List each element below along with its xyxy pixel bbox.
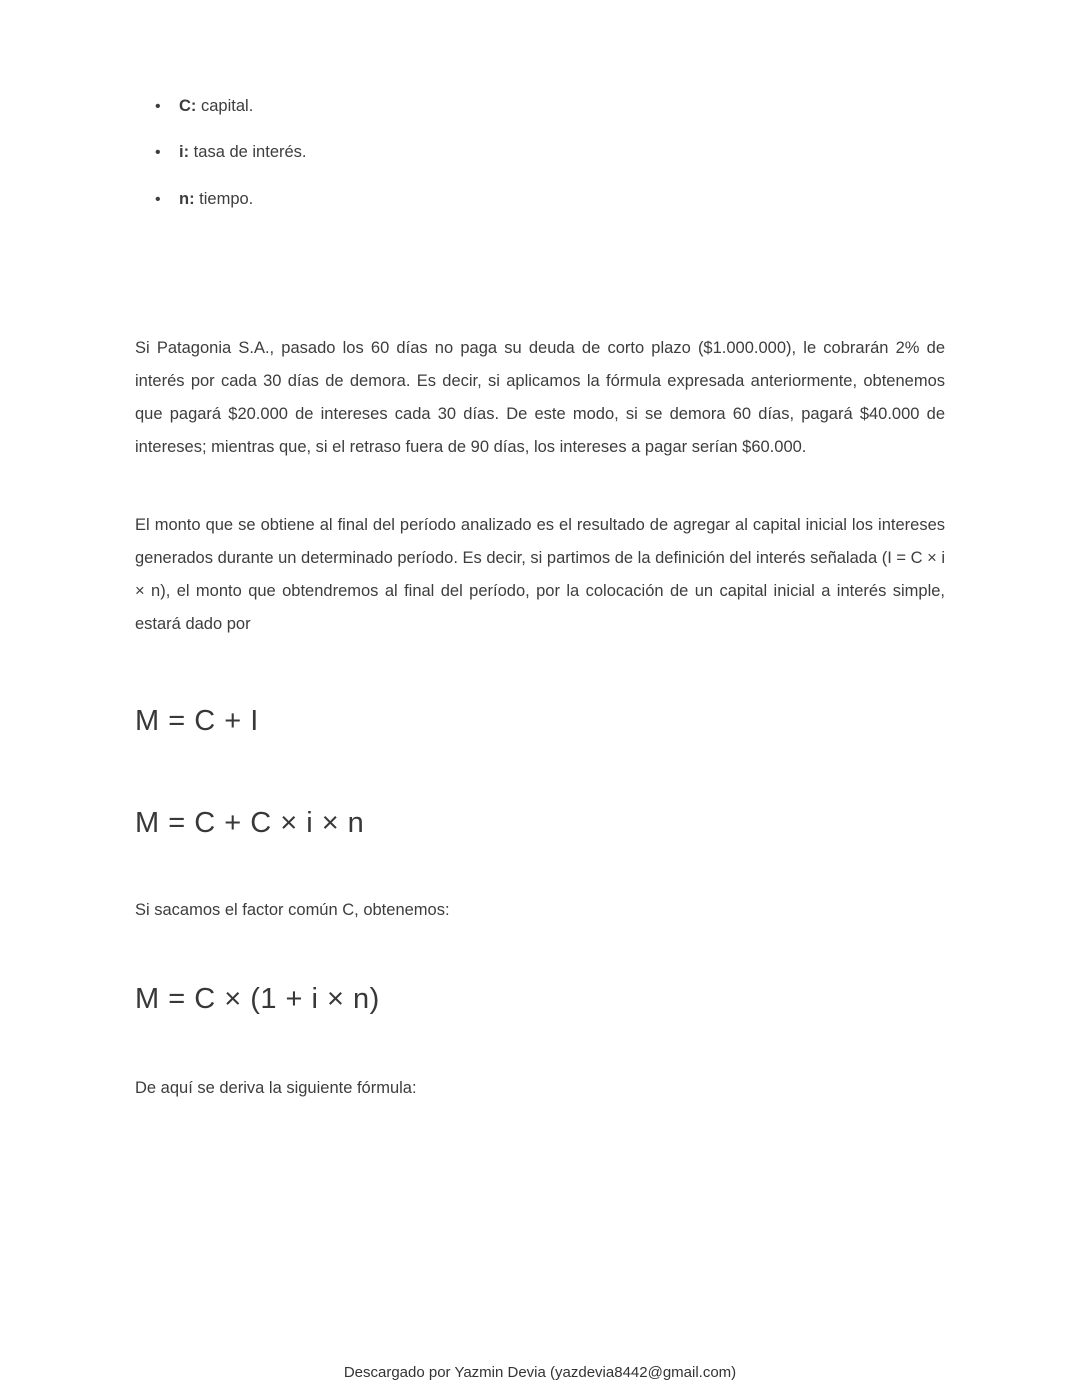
formula-m-equals-c-times-1in: M = C × (1 + i × n) [135, 983, 380, 1016]
formula-m-equals-c-plus-i: M = C + I [135, 705, 259, 738]
term-i: i: [179, 143, 190, 162]
list-item-text [179, 190, 253, 209]
list-item-text [179, 97, 253, 116]
definition-tiempo: tiempo. [194, 189, 254, 208]
list-item-interes [155, 143, 945, 162]
list-item-capital [155, 97, 945, 116]
bullet-icon: • [155, 144, 161, 162]
text-deriva-formula: De aquí se deriva la siguiente fórmula: [135, 1079, 417, 1098]
list-item-text [179, 143, 307, 162]
definition-interes: tasa de interés. [189, 143, 307, 162]
bullet-icon: • [155, 98, 161, 115]
definition-capital: capital. [196, 97, 254, 115]
formula-m-equals-c-plus-cin: M = C + C × i × n [135, 807, 365, 840]
paragraph-monto-definition: El monto que se obtiene al final del período analizado es el resultado de agregar al capital inicial los intereses generados durante un determinado período. Es decir, si partimos de la definición del interés señalada (I = C × i × n), el monto que obtendremos al final del período, por la colocación de un capital inicial a interés simple, estará dado por [135, 516, 945, 634]
term-c: C: [179, 97, 197, 115]
text-factor-comun: Si sacamos el factor común C, obtenemos: [135, 901, 450, 920]
bullet-icon: • [155, 190, 161, 208]
download-footer: Descargado por Yazmin Devia (yazdevia8442@gmail.com) [343, 1364, 737, 1381]
paragraph-patagonia-example: Si Patagonia S.A., pasado los 60 días no paga su deuda de corto plazo ($1.000.000), le cobrarán 2% de interés por cada 30 días de demora. Es decir, si aplicamos la fórmula expresada anteriormente, obtenemos que pagará $20.000 de intereses cada 30 días. De este modo, si se demora 60 días, pagará $40.000 de intereses; mientras que, si el retraso fuera de 90 días, los intereses a pagar serían $60.000. [135, 339, 945, 457]
definition-list [135, 97, 945, 209]
list-item-tiempo [155, 190, 945, 209]
term-n: n: [179, 189, 195, 208]
